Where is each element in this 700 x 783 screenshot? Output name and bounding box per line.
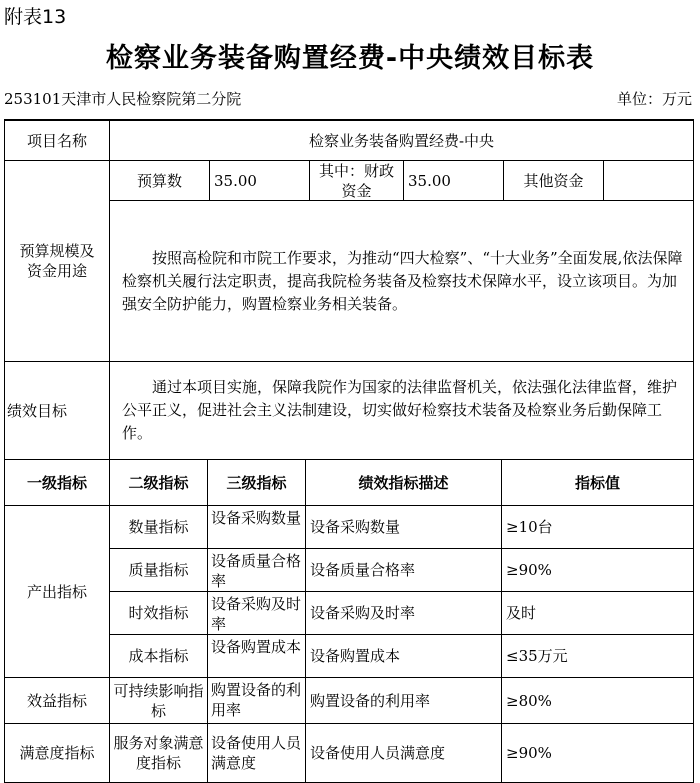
indicator-level3: 购置设备的利用率 [208,678,306,724]
indicator-level2 [110,724,208,783]
other-funds-label: 其他资金 [504,161,604,201]
indicator-description: 设备采购数量 [306,506,502,549]
unit-label: 单位：万元 [616,90,692,108]
indicator-level3: 设备质量合格率 [208,549,306,592]
indicator-value: ≥90% [502,724,694,783]
indicator-description: 设备购置成本 [306,635,502,678]
indicator-level3: 设备采购数量 [208,506,306,549]
indicator-level2: 数量指标 [110,506,208,549]
header-description: 绩效指标描述 [306,460,502,506]
indicator-level2-text: 可持续影响指标 [113,681,204,720]
organization-label: 253101天津市人民检察院第二分院 [4,90,242,108]
group-satisfaction-label: 满意度指标 [4,724,110,783]
indicator-description: 设备质量合格率 [306,549,502,592]
indicator-value: 及时 [502,592,694,635]
header-level1: 一级指标 [4,460,110,506]
performance-goal-text: 通过本项目实施，保障我院作为国家的法律监督机关，依法强化法律监督，维护公平正义，促进社会主义法制建设，切实做好检察技术装备及检察业务后勤保障工作。 [122,378,678,442]
indicator-description: 设备采购及时率 [306,592,502,635]
fiscal-funds-label-text: 其中：财政资金 [318,161,394,200]
indicator-level2: 成本指标 [110,635,208,678]
header-level3: 三级指标 [208,460,306,506]
indicator-level2-text: 服务对象满意度指标 [113,734,204,772]
page-title: 检察业务装备购置经费-中央绩效目标表 [105,43,595,74]
group-benefit-label: 效益指标 [4,678,110,724]
header-level2: 二级指标 [110,460,208,506]
indicator-level2: 质量指标 [110,549,208,592]
indicator-level2 [110,678,208,724]
indicator-description: 设备使用人员满意度 [306,724,502,783]
annex-label: 附表13 [4,6,67,28]
indicator-value: ≥10台 [502,506,694,549]
budget-description-text: 按照高检院和市院工作要求，为推动“四大检察”、“十大业务”全面发展,依法保障检察机关履行法定职责，提高我院检务装备及检察技术保障水平，设立该项目。为加强安全防护能力，购置检察业务相关装备。 [122,248,683,313]
budget-amount-value: 35.00 [210,161,310,201]
performance-goal-label: 绩效目标 [4,362,110,460]
performance-goal-text-cell [110,362,694,460]
performance-table [4,119,694,783]
header-value: 指标值 [502,460,694,506]
fiscal-funds-value: 35.00 [404,161,504,201]
group-output-label: 产出指标 [4,506,110,678]
indicator-description: 购置设备的利用率 [306,678,502,724]
indicator-value: ≤35万元 [502,635,694,678]
budget-section-label [4,161,110,362]
other-funds-value [604,161,694,201]
indicator-level3: 设备购置成本 [208,635,306,678]
indicator-level3: 设备使用人员满意度 [208,724,306,783]
fiscal-funds-label [310,161,404,201]
budget-section-label-text: 预算规模及资金用途 [19,242,95,280]
indicator-level2: 时效指标 [110,592,208,635]
indicator-level3: 设备采购及时率 [208,592,306,635]
project-name-value: 检察业务装备购置经费-中央 [110,121,694,161]
indicator-value: ≥80% [502,678,694,724]
indicator-value: ≥90% [502,549,694,592]
project-name-label: 项目名称 [4,121,110,161]
budget-amount-label: 预算数 [110,161,210,201]
budget-description [110,201,694,362]
